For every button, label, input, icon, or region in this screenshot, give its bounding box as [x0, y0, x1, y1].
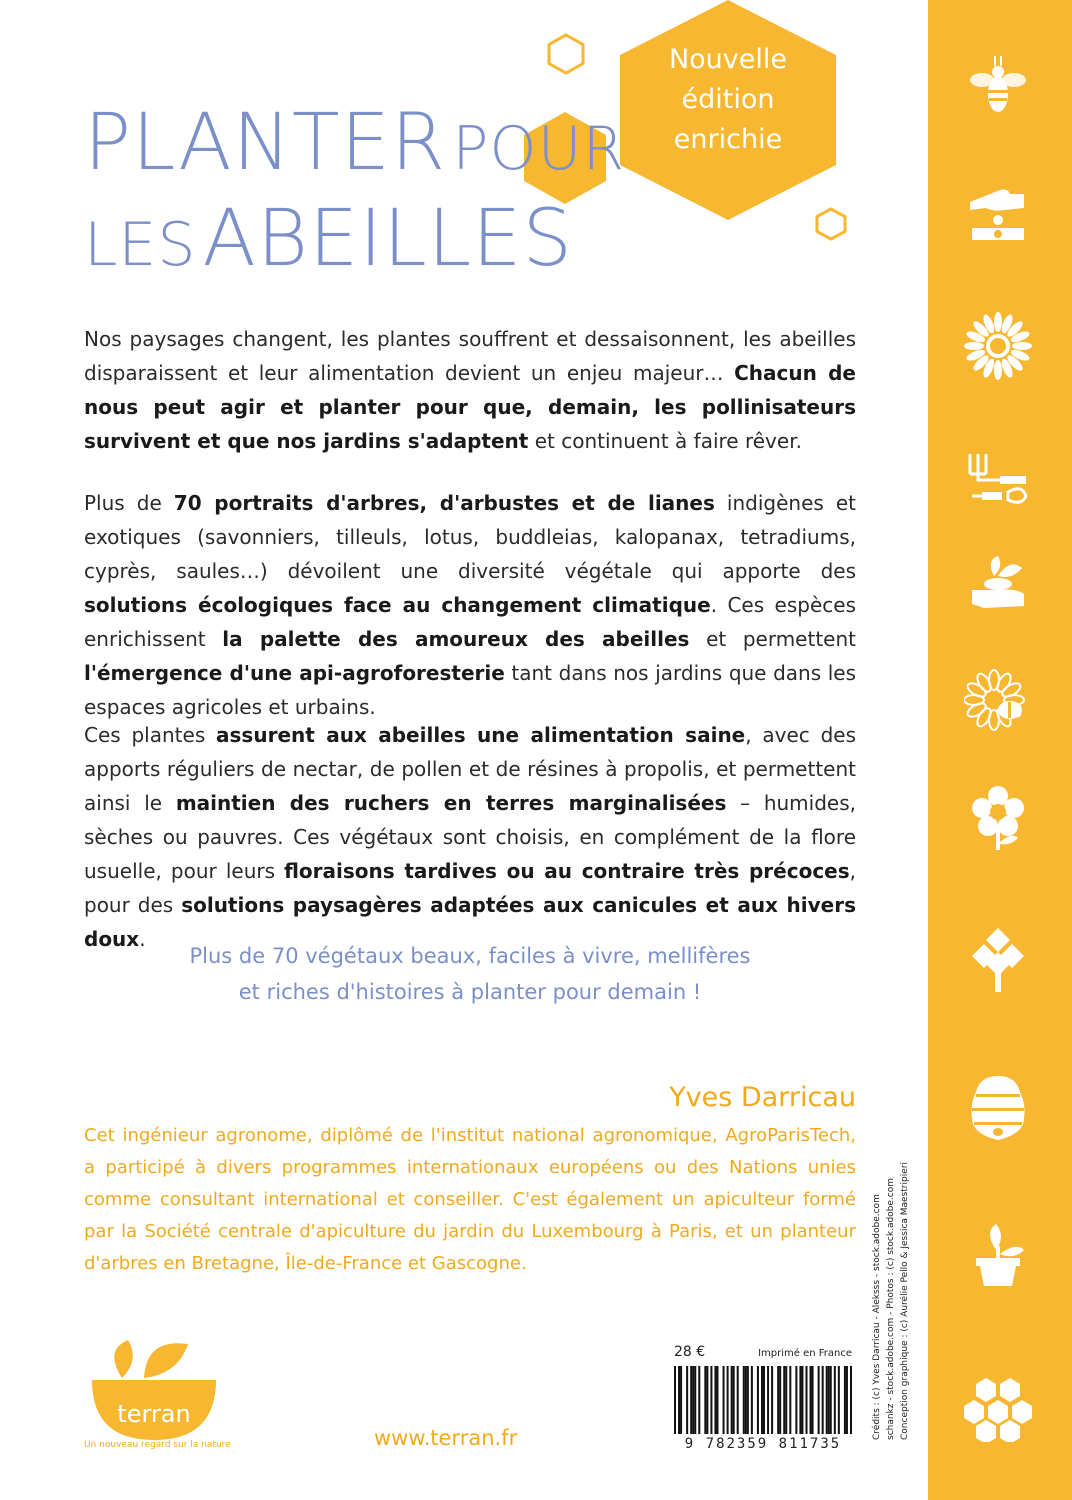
- credits-line-3: Conception graphique : (c) Aurélie Pello & Jessica Maestripieri: [900, 1162, 910, 1440]
- price: 28 €: [674, 1344, 706, 1360]
- title-word-les: LES: [84, 210, 197, 280]
- book-title: [84, 98, 626, 284]
- garden-tools-icon: [964, 440, 1032, 508]
- p3-run-3: maintien des ruchers en terres marginalisées: [175, 791, 727, 815]
- p2-run-3: solutions écologiques face au changement climatique: [84, 593, 711, 617]
- p1-run-2: et continuent à faire rêver.: [528, 429, 802, 453]
- author-name: Yves Darricau: [669, 1082, 856, 1113]
- potted-sprout-icon: [964, 1220, 1032, 1288]
- daisy-icon: [964, 784, 1032, 852]
- p3-run-2: , avec des apports réguliers de nectar, de pollen et de résines à propolis, et permettent ainsi le: [84, 723, 857, 815]
- paragraph-intro: [84, 322, 856, 458]
- p3-run-5: floraisons tardives ou au contraire très précoces: [284, 859, 850, 883]
- paragraph-plants: [84, 718, 856, 956]
- credits: [870, 1150, 930, 1440]
- p1-run-1: Chacun de nous peut agir et planter pour que, demain, les pollinisateurs survivent et que nos jardins s'adaptent: [84, 361, 856, 453]
- author-bio: Cet ingénieur agronome, diplômé de l'institut national agronomique, AgroParisTech, a participé à divers programmes internationaux européens ou des Nations unies comme consultant international et conseiller. C'est également un apiculteur formé par la Société centrale d'apiculture du jardin du Luxembourg à Paris, et un planteur d'arbres en Bretagne, Île-de-France et Gascogne.: [84, 1125, 856, 1274]
- p2-run-7: l'émergence d'une api-agroforesterie: [84, 661, 505, 685]
- paragraph-portraits: [84, 486, 856, 724]
- printed-in: Imprimé en France: [758, 1348, 852, 1359]
- p3-run-1: assurent aux abeilles une alimentation saine: [216, 723, 746, 747]
- highlight-line-2: et riches d'histoires à planter pour demain !: [238, 980, 702, 1004]
- badge-text: Nouvelle édition enrichie: [668, 44, 788, 155]
- p3-run-4: – humides, sèches ou pauvres. Ces végétaux sont choisis, en complément de la flore usuelle, pour leurs: [84, 791, 856, 883]
- p2-run-6: et permettent: [689, 627, 856, 651]
- publisher-url[interactable]: www.terran.fr: [374, 1426, 518, 1450]
- hand-seed-icon: [964, 176, 1032, 244]
- isbn-number: 9 782359 811735: [684, 1436, 842, 1452]
- p1-run-0: Nos paysages changent, les plantes souffrent et dessaisonnent, les abeilles disparaissent et leur alimentation devient un enjeu majeur…: [84, 327, 856, 385]
- tree-icon: [964, 926, 1032, 994]
- p2-run-5: la palette des amoureux des abeilles: [222, 627, 690, 651]
- honeycomb-icon: [964, 1374, 1032, 1442]
- p2-run-1: 70 portraits d'arbres, d'arbustes et de lianes: [173, 491, 715, 515]
- p2-run-8: tant dans nos jardins que dans les espaces agricoles et urbains.: [84, 661, 857, 719]
- barcode-block: [674, 1344, 852, 1456]
- credits-line-2: schankz - stock.adobe.com - Photos : (c) stock.adobe.com: [886, 1177, 896, 1440]
- p2-run-0: Plus de: [84, 491, 174, 515]
- beehive-icon: [964, 1074, 1032, 1142]
- sunflower-icon: [964, 312, 1032, 380]
- title-word-abeilles: ABEILLES: [202, 194, 573, 284]
- credits-line-1: Crédits : (c) Yves Darricau - Aleksss - stock.adobe.com: [872, 1194, 882, 1440]
- p2-run-2: indigènes et exotiques (savonniers, tilleuls, lotus, buddleias, kalopanax, tetradiums, cyprès, saules…) dévoilent une diversité végétale qui apporte des: [84, 491, 856, 583]
- flower-bee-icon: [964, 668, 1032, 736]
- publisher-tagline: Un nouveau regard sur la nature: [84, 1440, 231, 1450]
- new-edition-badge: [620, 0, 836, 220]
- p3-run-0: Ces plantes: [84, 723, 217, 747]
- terran-logo: [84, 1330, 224, 1450]
- p3-run-6: , pour des: [84, 859, 857, 917]
- title-word-planter: PLANTER: [84, 98, 447, 188]
- hand-sprout-icon: [964, 546, 1032, 614]
- logo-text: terran: [117, 1400, 191, 1428]
- bee-icon: [964, 52, 1032, 120]
- highlight-line-1: Plus de 70 végétaux beaux, faciles à vivre, mellifères: [189, 944, 751, 968]
- title-word-pour: POUR: [452, 114, 626, 184]
- p2-run-4: . Ces espèces enrichissent: [84, 593, 856, 651]
- p3-run-8: .: [139, 927, 146, 951]
- hexagon-outline-small: [546, 32, 586, 76]
- p3-run-7: solutions paysagères adaptées aux canicules et aux hivers doux: [84, 893, 856, 951]
- highlight-quote: [84, 938, 856, 1010]
- barcode-bars: [674, 1366, 852, 1434]
